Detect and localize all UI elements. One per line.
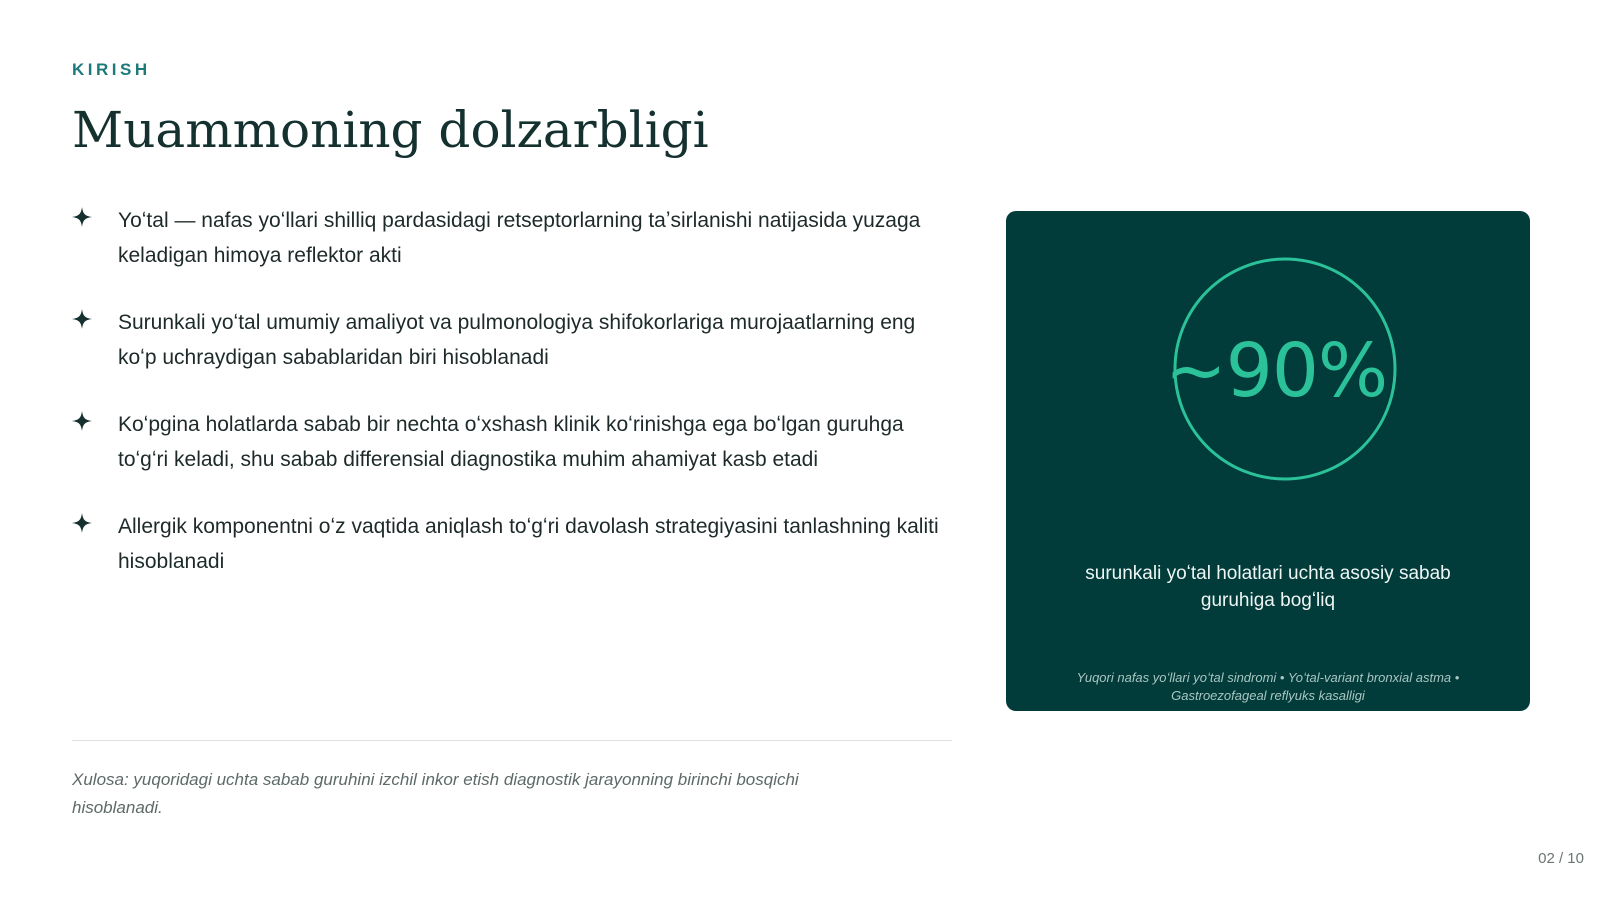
summary-note: Xulosa: yuqoridagi uchta sabab guruhini izchil inkor etish diagnostik jarayonning birinchi bosqichi hisoblanadi. <box>72 770 799 817</box>
four-point-star-icon <box>72 407 118 431</box>
bullet-text: Surunkali yoʻtal umumiy amaliyot va pulmonologiya shifokorlariga murojaatlarning eng koʻp uchraydigan sabablaridan biri hisoblanadi <box>118 311 916 369</box>
stat-caption: surunkali yoʻtal holatlari uchta asosiy sabab guruhiga bogʻliq <box>1085 563 1451 611</box>
stat-value: ~90% <box>1164 328 1388 414</box>
bullet-item <box>72 509 952 579</box>
bullet-item <box>72 203 952 273</box>
bullet-text: Koʻpgina holatlarda sabab bir nechta oʻxshash klinik koʻrinishga ega boʻlgan guruhga toʻgʻri keladi, shu sabab differensial diagnostika muhim ahamiyat kasb etadi <box>118 413 904 471</box>
divider <box>72 740 952 741</box>
page-title: Muammoning dolzarbligi <box>72 101 709 159</box>
page-number: 02 / 10 <box>1538 850 1584 867</box>
four-point-star-icon <box>72 509 118 533</box>
four-point-star-icon <box>72 305 118 329</box>
four-point-star-icon <box>72 203 118 227</box>
bullet-item <box>72 305 952 375</box>
bullet-item <box>72 407 952 477</box>
bullet-list <box>72 203 952 611</box>
stat-card <box>1006 211 1530 711</box>
stat-sources: Yuqori nafas yoʻllari yoʻtal sindromi • Yoʻtal-variant bronxial astma • Gastroezofageal reflyuks kasalligi <box>1076 670 1460 703</box>
bullet-text: Yoʻtal — nafas yoʻllari shilliq pardasidagi retseptorlarning taʼsirlanishi natijasida yuzaga keladigan himoya reflektor akti <box>118 209 921 267</box>
bullet-text: Allergik komponentni oʻz vaqtida aniqlash toʻgʻri davolash strategiyasini tanlashning kaliti hisoblanadi <box>118 515 939 573</box>
section-label: KIRISH <box>72 60 151 79</box>
